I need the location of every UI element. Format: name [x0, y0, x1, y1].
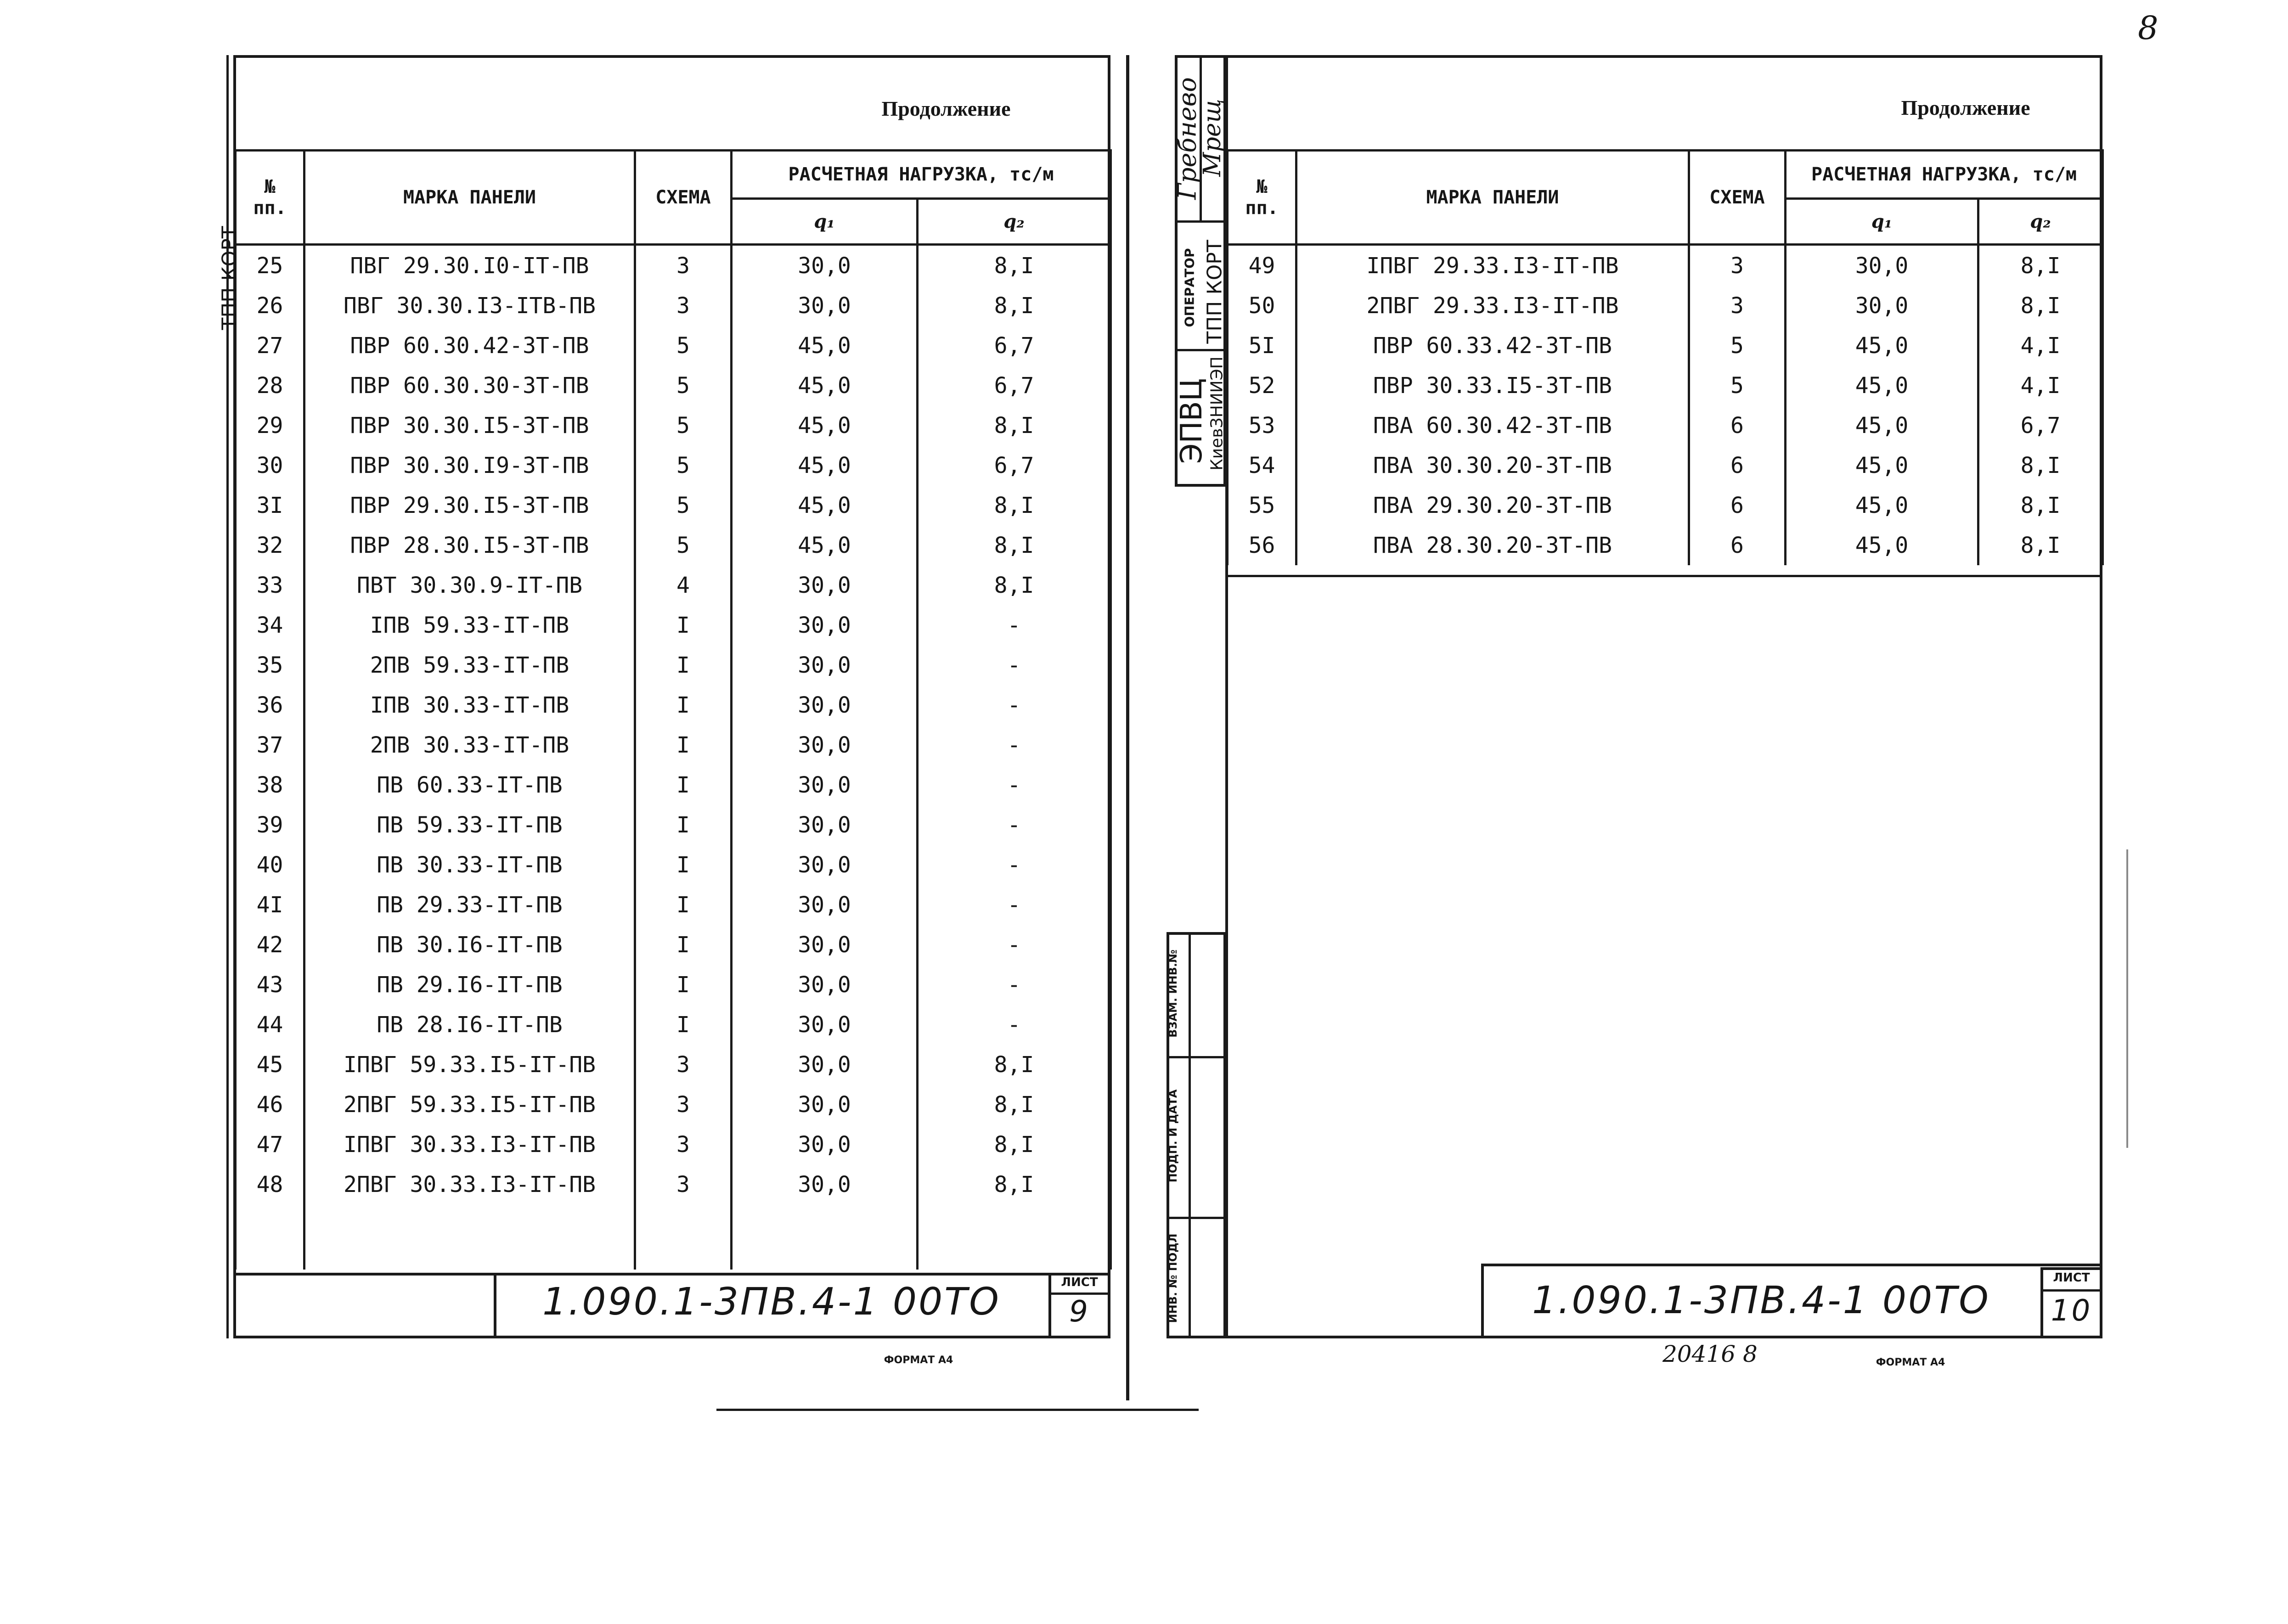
load-q1: 30,0	[732, 645, 918, 685]
row-number: 39	[236, 805, 304, 845]
table-row	[1228, 525, 2103, 565]
row-number: 28	[236, 365, 304, 405]
right-table	[1226, 149, 2104, 565]
right-edge-mark	[2126, 849, 2128, 1148]
load-q1: 30,0	[1786, 245, 1978, 286]
table-row	[236, 765, 1111, 805]
table-row	[1228, 405, 2103, 445]
load-q2: -	[918, 605, 1111, 645]
left-format-label: ФОРМАТ А4	[884, 1354, 953, 1366]
load-q1: 30,0	[732, 845, 918, 885]
row-number: 34	[236, 605, 304, 645]
scheme: 3	[1689, 286, 1786, 326]
load-q2: 8,I	[1978, 525, 2103, 565]
load-q2: 8,I	[918, 525, 1111, 565]
scheme: I	[635, 965, 732, 1005]
scheme: 4	[635, 565, 732, 605]
panel-mark: ПВ 29.I6-IТ-ПВ	[304, 965, 635, 1005]
load-q2: -	[918, 805, 1111, 845]
row-number: 36	[236, 685, 304, 725]
load-q2: 4,I	[1978, 365, 2103, 405]
header-q1: q₁	[1786, 199, 1978, 245]
row-number: 50	[1228, 286, 1296, 326]
load-q1: 45,0	[732, 525, 918, 565]
load-q1: 30,0	[732, 685, 918, 725]
table-row	[1228, 326, 2103, 365]
scheme: 6	[1689, 525, 1786, 565]
right-sheet-number: 10	[2051, 1294, 2092, 1328]
load-q1: 30,0	[732, 925, 918, 965]
header-mark: МАРКА ПАНЕЛИ	[304, 151, 635, 245]
table-row	[236, 1124, 1111, 1164]
table-row	[236, 605, 1111, 645]
row-number: 53	[1228, 405, 1296, 445]
panel-mark: ПВТ 30.30.9-IТ-ПВ	[304, 565, 635, 605]
scheme: I	[635, 605, 732, 645]
table-filler-row	[236, 1204, 1111, 1270]
stamp-label-vzam-inv: ВЗАМ. ИНВ.№	[1167, 950, 1179, 1038]
panel-mark: ПВР 28.30.I5-3Т-ПВ	[304, 525, 635, 565]
load-q2: 8,I	[1978, 286, 2103, 326]
scheme: I	[635, 725, 732, 765]
load-q2: 4,I	[1978, 326, 2103, 365]
load-q1: 45,0	[1786, 485, 1978, 525]
table-row	[236, 485, 1111, 525]
row-number: 35	[236, 645, 304, 685]
scheme: 5	[635, 405, 732, 445]
load-q2: -	[918, 765, 1111, 805]
side-stamp-divider-h2	[1167, 1217, 1226, 1219]
scheme: I	[635, 1005, 732, 1045]
table-row	[236, 885, 1111, 925]
load-q1: 45,0	[732, 405, 918, 445]
right-doc-number: 1.090.1-3ПВ.4-1 00ТО	[1532, 1279, 1990, 1322]
table-row	[236, 286, 1111, 326]
panel-mark: ПВГ 29.30.I0-IТ-ПВ	[304, 245, 635, 286]
row-number: 33	[236, 565, 304, 605]
scheme: 5	[1689, 365, 1786, 405]
panel-mark: IПВГ 29.33.I3-IТ-ПВ	[1296, 245, 1689, 286]
panel-mark: IПВГ 59.33.I5-IТ-ПВ	[304, 1045, 635, 1085]
panel-mark: ПВР 60.30.42-3Т-ПВ	[304, 326, 635, 365]
load-q2: 8,I	[918, 245, 1111, 286]
table-row	[236, 965, 1111, 1005]
table-row	[236, 1045, 1111, 1085]
left-margin-operator: ТПП КОРТ	[218, 226, 242, 330]
panel-mark: ПВ 29.33-IТ-ПВ	[304, 885, 635, 925]
row-number: 52	[1228, 365, 1296, 405]
scheme: I	[635, 805, 732, 845]
table-row	[236, 525, 1111, 565]
panel-mark: 2ПВ 59.33-IТ-ПВ	[304, 645, 635, 685]
row-number: 47	[236, 1124, 304, 1164]
panel-mark: ПВР 60.33.42-3Т-ПВ	[1296, 326, 1689, 365]
panel-mark: ПВГ 30.30.I3-IТВ-ПВ	[304, 286, 635, 326]
load-q2: -	[918, 685, 1111, 725]
load-q2: 8,I	[918, 1045, 1111, 1085]
panel-mark: ПВА 28.30.20-3Т-ПВ	[1296, 525, 1689, 565]
panel-mark: IПВГ 30.33.I3-IТ-ПВ	[304, 1124, 635, 1164]
load-q2: -	[918, 885, 1111, 925]
table-row	[236, 845, 1111, 885]
right-continuation: Продолжение	[1901, 96, 2030, 119]
load-q2: 6,7	[918, 445, 1111, 485]
signature-name: Гребнево	[1172, 77, 1202, 200]
row-number: 43	[236, 965, 304, 1005]
table-row	[236, 445, 1111, 485]
load-q2: 8,I	[918, 1085, 1111, 1124]
load-q1: 30,0	[732, 1124, 918, 1164]
panel-mark: IПВ 59.33-IТ-ПВ	[304, 605, 635, 645]
table-row	[236, 805, 1111, 845]
left-table	[234, 149, 1112, 1270]
stamp-label-podp-data: ПОДП. И ДАТА	[1167, 1089, 1179, 1183]
row-number: 25	[236, 245, 304, 286]
load-q2: 8,I	[918, 485, 1111, 525]
scheme: 5	[635, 525, 732, 565]
panel-mark: ПВА 29.30.20-3Т-ПВ	[1296, 485, 1689, 525]
load-q1: 30,0	[732, 565, 918, 605]
operator-value: ТПП КОРТ	[1203, 240, 1227, 344]
signature-scribble: Mpeщ	[1199, 99, 1226, 177]
load-q1: 45,0	[732, 326, 918, 365]
left-stamp-divider	[494, 1273, 496, 1338]
table-row	[1228, 245, 2103, 286]
row-number: 56	[1228, 525, 1296, 565]
load-q2: 8,I	[1978, 245, 2103, 286]
panel-mark: 2ПВГ 29.33.I3-IТ-ПВ	[1296, 286, 1689, 326]
row-number: 29	[236, 405, 304, 445]
load-q1: 30,0	[732, 1164, 918, 1204]
right-sheet-label-line	[2040, 1289, 2102, 1292]
scheme: 3	[635, 1164, 732, 1204]
panel-mark: 2ПВГ 30.33.I3-IТ-ПВ	[304, 1164, 635, 1204]
load-q1: 45,0	[732, 365, 918, 405]
scheme: 3	[635, 245, 732, 286]
table-row	[236, 925, 1111, 965]
panel-mark: ПВР 30.30.I5-3Т-ПВ	[304, 405, 635, 445]
panel-mark: 2ПВ 30.33-IТ-ПВ	[304, 725, 635, 765]
scheme: 3	[635, 1124, 732, 1164]
scheme: I	[635, 685, 732, 725]
right-table-bottom-line	[1226, 575, 2102, 577]
row-number: 26	[236, 286, 304, 326]
load-q1: 45,0	[732, 485, 918, 525]
table-row	[236, 405, 1111, 445]
header-q2: q₂	[1978, 199, 2103, 245]
load-q1: 45,0	[1786, 525, 1978, 565]
load-q1: 30,0	[732, 765, 918, 805]
load-q1: 30,0	[732, 805, 918, 845]
header-num: № пп.	[236, 151, 304, 245]
side-stamp-divider-h1	[1167, 1056, 1226, 1058]
row-number: 3I	[236, 485, 304, 525]
load-q1: 45,0	[1786, 405, 1978, 445]
institute-label: КиевЗНИИЭП	[1207, 356, 1227, 471]
scheme: 5	[1689, 326, 1786, 365]
panel-mark: ПВ 30.33-IТ-ПВ	[304, 845, 635, 885]
table-row	[236, 365, 1111, 405]
table-row	[236, 725, 1111, 765]
panel-mark: 2ПВГ 59.33.I5-IТ-ПВ	[304, 1085, 635, 1124]
table-row	[1228, 286, 2103, 326]
scheme: 5	[635, 365, 732, 405]
load-q1: 30,0	[732, 1045, 918, 1085]
stamp-label-inv-podl: ИНВ. № ПОДЛ	[1167, 1233, 1179, 1323]
load-q2: 6,7	[918, 365, 1111, 405]
load-q1: 45,0	[1786, 326, 1978, 365]
panel-mark: ПВ 30.I6-IТ-ПВ	[304, 925, 635, 965]
epvc-label: ЭПВЦ	[1175, 378, 1209, 464]
scheme: I	[635, 925, 732, 965]
load-q1: 30,0	[732, 965, 918, 1005]
load-q2: 8,I	[918, 1124, 1111, 1164]
scheme: I	[635, 765, 732, 805]
table-row	[1228, 445, 2103, 485]
scheme: I	[635, 645, 732, 685]
row-number: 45	[236, 1045, 304, 1085]
scheme: 3	[635, 1085, 732, 1124]
panel-mark: ПВ 60.33-IТ-ПВ	[304, 765, 635, 805]
table-row	[236, 645, 1111, 685]
left-sheet-number: 9	[1069, 1295, 1090, 1329]
scheme: 6	[1689, 405, 1786, 445]
load-q2: 8,I	[1978, 485, 2103, 525]
load-q2: 8,I	[918, 565, 1111, 605]
panel-mark: ПВР 29.30.I5-3Т-ПВ	[304, 485, 635, 525]
row-number: 54	[1228, 445, 1296, 485]
row-number: 42	[236, 925, 304, 965]
scheme: 3	[635, 1045, 732, 1085]
row-number: 44	[236, 1005, 304, 1045]
right-sheet-label: ЛИСТ	[2053, 1271, 2090, 1285]
load-q1: 30,0	[732, 1005, 918, 1045]
load-q2: 6,7	[918, 326, 1111, 365]
table-row	[236, 1005, 1111, 1045]
load-q1: 30,0	[732, 286, 918, 326]
bottom-separator-line	[716, 1409, 1199, 1411]
load-q2: 8,I	[918, 1164, 1111, 1204]
row-number: 5I	[1228, 326, 1296, 365]
load-q1: 45,0	[1786, 365, 1978, 405]
load-q2: 8,I	[918, 405, 1111, 445]
load-q1: 30,0	[1786, 286, 1978, 326]
table-row	[236, 1085, 1111, 1124]
table-row	[236, 1164, 1111, 1204]
right-format-label: ФОРМАТ А4	[1876, 1357, 1945, 1368]
right-archive-number: 20416 8	[1662, 1341, 1758, 1367]
load-q2: -	[918, 725, 1111, 765]
scheme: 5	[635, 445, 732, 485]
load-q1: 30,0	[732, 1085, 918, 1124]
scheme: 5	[635, 326, 732, 365]
left-continuation: Продолжение	[881, 97, 1011, 120]
panel-mark: ПВР 30.30.I9-3Т-ПВ	[304, 445, 635, 485]
table-row	[1228, 365, 2103, 405]
panel-mark: ПВА 60.30.42-3Т-ПВ	[1296, 405, 1689, 445]
header-q1: q₁	[732, 199, 918, 245]
load-q2: -	[918, 845, 1111, 885]
header-num: № пп.	[1228, 151, 1296, 245]
row-number: 46	[236, 1085, 304, 1124]
load-q1: 30,0	[732, 885, 918, 925]
panel-mark: ПВ 59.33-IТ-ПВ	[304, 805, 635, 845]
row-number: 4I	[236, 885, 304, 925]
load-q1: 45,0	[1786, 445, 1978, 485]
scheme: 6	[1689, 485, 1786, 525]
panel-mark: ПВ 28.I6-IТ-ПВ	[304, 1005, 635, 1045]
scheme: 3	[635, 286, 732, 326]
row-number: 55	[1228, 485, 1296, 525]
table-row	[236, 245, 1111, 286]
panel-mark: ПВР 30.33.I5-3Т-ПВ	[1296, 365, 1689, 405]
load-q2: -	[918, 645, 1111, 685]
row-number: 27	[236, 326, 304, 365]
header-scheme: СХЕМА	[635, 151, 732, 245]
load-q2: -	[918, 925, 1111, 965]
row-number: 32	[236, 525, 304, 565]
header-q2: q₂	[918, 199, 1111, 245]
load-q1: 30,0	[732, 245, 918, 286]
table-row	[236, 685, 1111, 725]
header-scheme: СХЕМА	[1689, 151, 1786, 245]
left-sheet-label: ЛИСТ	[1061, 1276, 1098, 1289]
row-number: 40	[236, 845, 304, 885]
table-row	[1228, 485, 2103, 525]
side-stamp-divider-v	[1189, 932, 1191, 1338]
row-number: 48	[236, 1164, 304, 1204]
panel-mark: ПВА 30.30.20-3Т-ПВ	[1296, 445, 1689, 485]
scheme: 3	[1689, 245, 1786, 286]
header-load: РАСЧЕТНАЯ НАГРУЗКА, тс/м	[732, 151, 1111, 199]
load-q1: 30,0	[732, 605, 918, 645]
load-q1: 30,0	[732, 725, 918, 765]
panel-mark: ПВР 60.30.30-3Т-ПВ	[304, 365, 635, 405]
scheme: 6	[1689, 445, 1786, 485]
scheme: I	[635, 845, 732, 885]
row-number: 37	[236, 725, 304, 765]
operator-label: ОПЕРАТОР	[1182, 248, 1197, 327]
header-mark: МАРКА ПАНЕЛИ	[1296, 151, 1689, 245]
load-q2: 6,7	[1978, 405, 2103, 445]
load-q2: -	[918, 965, 1111, 1005]
scheme: I	[635, 885, 732, 925]
left-doc-number: 1.090.1-3ПВ.4-1 00ТО	[542, 1280, 1001, 1324]
load-q1: 45,0	[732, 445, 918, 485]
table-row	[236, 565, 1111, 605]
row-number: 30	[236, 445, 304, 485]
load-q2: -	[918, 1005, 1111, 1045]
header-load: РАСЧЕТНАЯ НАГРУЗКА, тс/м	[1786, 151, 2103, 199]
table-row	[236, 326, 1111, 365]
scheme: 5	[635, 485, 732, 525]
row-number: 38	[236, 765, 304, 805]
panel-mark: IПВ 30.33-IТ-ПВ	[304, 685, 635, 725]
page-corner-number: 8	[2138, 9, 2158, 47]
load-q2: 8,I	[918, 286, 1111, 326]
row-number: 49	[1228, 245, 1296, 286]
load-q2: 8,I	[1978, 445, 2103, 485]
left-binding-line	[1126, 55, 1129, 1400]
